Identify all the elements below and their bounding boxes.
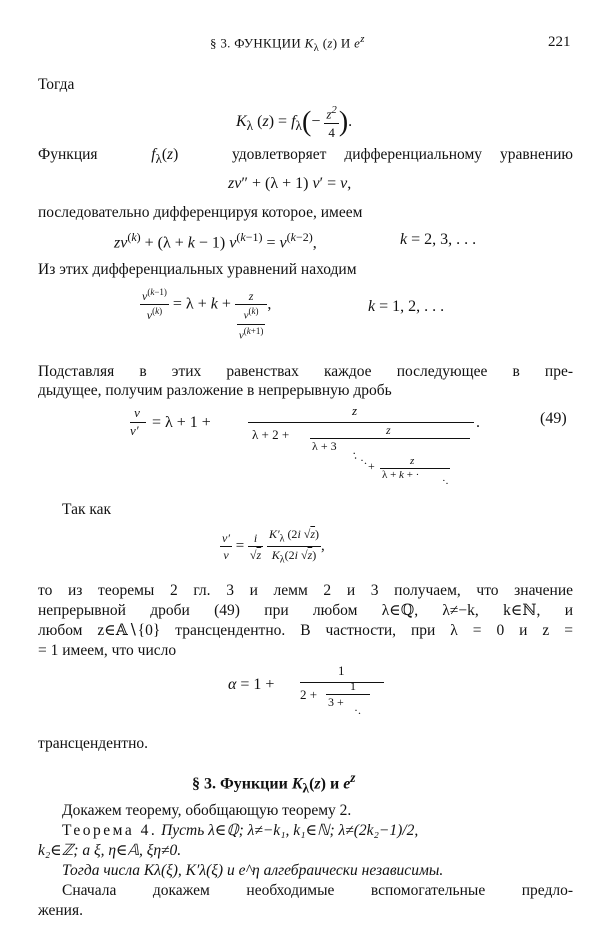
equation-3-range: k = 2, 3, . . . [400, 231, 477, 248]
continued-fraction-49: v v′ = λ + 1 + z . λ + 2 + z λ + 3 ·. ·. + z λ + k + · ·. [130, 403, 480, 487]
equation-1: $K_\lambda$ $(z) = f_\lambda(-$ $\frac{z^2}{4}$ ). [236, 104, 353, 140]
text-to-iz-2: непрерывной дроби (49) при любом λ∈ℚ, λ≠−k, k∈ℕ, и [38, 602, 573, 619]
theorem-4-line-2: k₂∈ℤ; a ξ, η∈𝔸, ξη≠0. [38, 842, 182, 859]
equation-5: $\frac{v'}{v}$ = $\frac{i}{√z}$ $\frac{K'_\lambda (2i √z)}{K_\lambda(2i √z)}$ , [222, 527, 325, 566]
running-head: § 3. ФУНКЦИИ $K_\lambda$ (z) И $e^z$ [210, 33, 365, 54]
equation-2: zv″ + (λ + 1) v′ = v, [228, 175, 352, 192]
text-to-iz-3: любом z∈𝔸∖{0} трансцендентно. В частности, при λ = 0 и z = [38, 622, 573, 639]
theorem-4-line-1 [62, 821, 418, 842]
text-tak-kak: Так как [62, 501, 112, 518]
equation-alpha: α = 1 + 1 2 + 1 3 + ·. [228, 664, 408, 724]
text-posledovatelno: последовательно дифференцируя которое, имеем [38, 204, 363, 221]
text-podstavlyaya-2: дыдущее, получим разложение в непрерывную дробь [38, 382, 392, 399]
theorem-4-line-3: Тогда числа Kλ(ξ), K′λ(ξ) и e^η алгебраически независимы. [62, 862, 444, 879]
text-snachala-2: жения. [38, 902, 83, 919]
theorem-label: Теорема 4. [62, 822, 158, 839]
text-to-iz-4: = 1 имеем, что число [38, 642, 177, 659]
text-transcendentno: трансцендентно. [38, 735, 148, 752]
text-iz-etih: Из этих дифференциальных уравнений находим [38, 261, 357, 278]
theorem-text-1: Пусть λ∈ℚ; λ≠−k₁, k₁∈ℕ; λ≠(2k₂−1)/2, [161, 822, 419, 839]
text-dokazhem: Докажем теорему, обобщающую теорему 2. [62, 802, 352, 819]
text-togda: Тогда [38, 76, 75, 93]
section-title: § 3. Функции $K_\lambda(z)$ и $e^z$ [192, 770, 356, 796]
text-to-iz-1: то из теоремы 2 гл. 3 и лемм 2 и 3 получаем, что значение [38, 582, 573, 599]
text-podstavlyaya-1: Подставляя в этих равенствах каждое последующее в пре- [38, 363, 573, 380]
equation-4: $\frac{v^{(k-1)}}{v^{(k)}}$ = λ + k + $\frac{z}{\frac{v^{(k)}}{v^{(k+1)}}}$ , [142, 287, 272, 342]
text-snachala-1: Сначала докажем необходимые вспомогательные предло- [62, 882, 573, 899]
equation-4-range: k = 1, 2, . . . [368, 298, 445, 315]
text-funkciya: Функция $f_\lambda(z)$ удовлетворяет дифференциальному уравнению [38, 146, 573, 167]
page-number: 221 [548, 34, 571, 50]
equation-3: $zv^{(k)} + (\lambda + k - 1) v^{(k-1)} = v^{(k-2)}$, [114, 230, 317, 252]
equation-number-49: (49) [540, 410, 567, 427]
